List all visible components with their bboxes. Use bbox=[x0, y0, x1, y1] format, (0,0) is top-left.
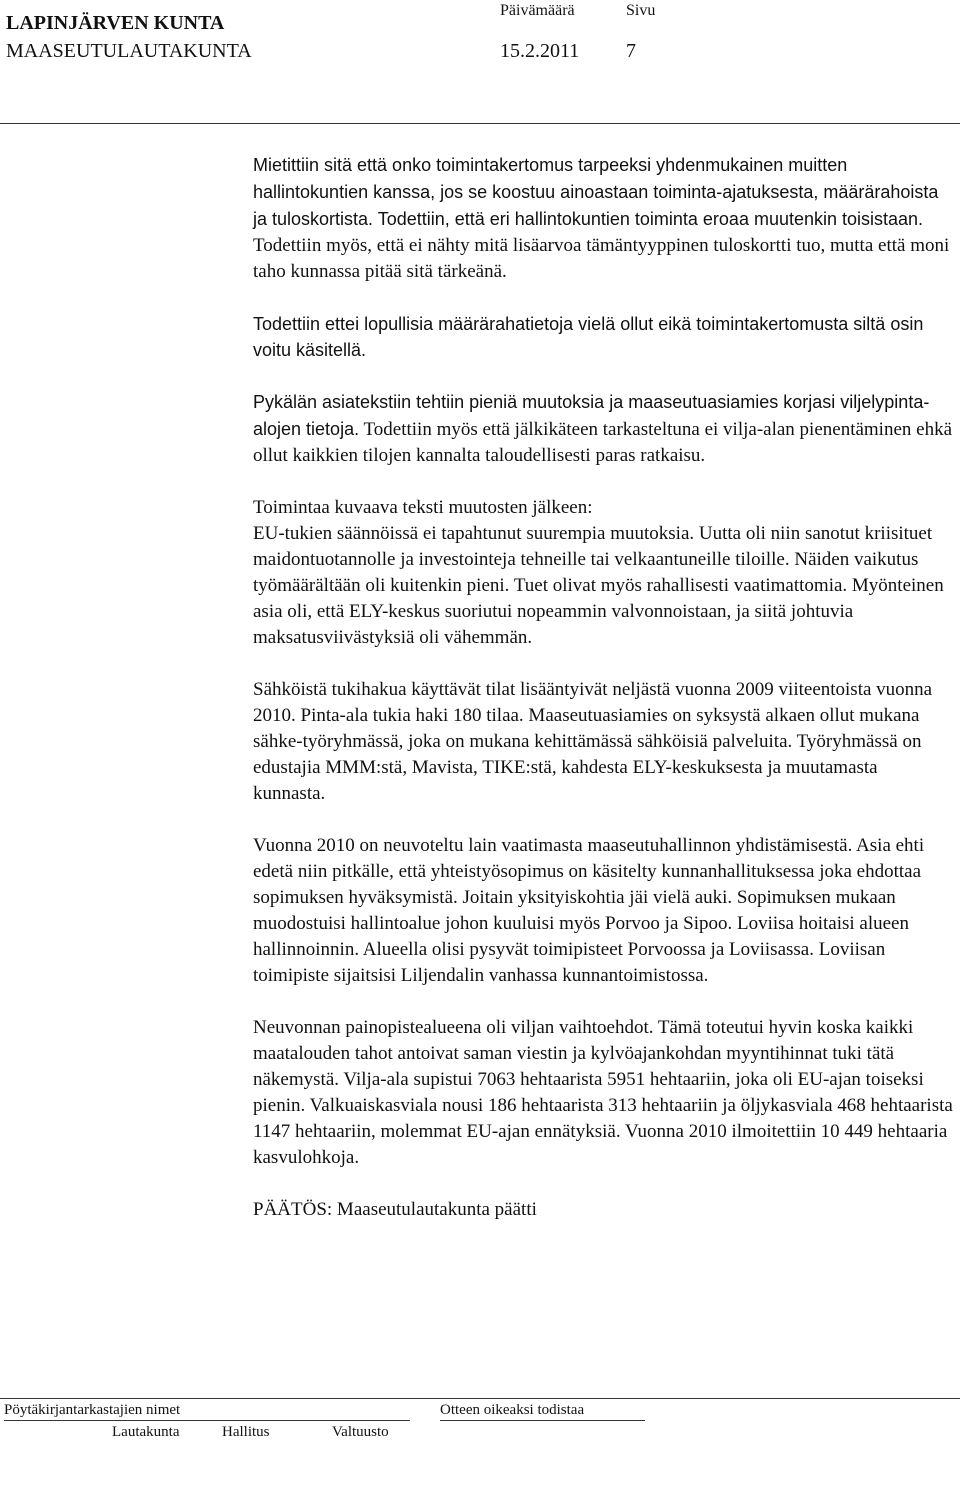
footer-divider bbox=[0, 1398, 960, 1399]
paragraph-1-part-b: Todettiin myös, että ei nähty mitä lisäarvoa tämäntyyppinen tuloskortti tuo, mutta että moni taho kunnassa pitää sitä tärkeänä. bbox=[253, 235, 950, 282]
decision-line: PÄÄTÖS: Maaseutulautakunta päätti bbox=[253, 1199, 537, 1220]
paragraph-7: Neuvonnan painopistealueena oli viljan vaihtoehdot. Tämä toteutui hyvin koska kaikki maatalouden tahot antoivat saman viestin ja kylvöajankohdan myyntihinnat tuki tätä näkemystä. Vilja-ala supistui 7063 hehtaarista 5951 hehtaariin, joka oli EU-ajan toiseksi pienin. Valkuaiskasviala nousi 186 hehtaarista 313 hehtaariin ja öljykasviala 468 hehtaarista 1147 hehtaariin, molemmat EU-ajan ennätyksiä. Vuonna 2010 ilmoitettiin 10 449 hehtaaria kasvulohkoja. bbox=[253, 1017, 953, 1168]
paragraph-5: Sähköistä tukihakua käyttävät tilat lisääntyivät neljästä vuonna 2009 viiteentoista vuonna 2010. Pinta-ala tukia haki 180 tilaa. Maaseutuasiamies on syksystä alkaen ollut mukana sähke-työryhmässä, joka on mukana kehittämässä sähköisiä palveluita. Työryhmässä on edustajia MMM:stä, Mavista, TIKE:stä, kahdesta ELY-keskuksesta ja muutamasta kunnasta. bbox=[253, 679, 933, 804]
organization-name: LAPINJÄRVEN KUNTA bbox=[6, 12, 225, 34]
department-name: MAASEUTULAUTAKUNTA bbox=[6, 40, 252, 62]
header-divider bbox=[0, 123, 960, 124]
date-value: 15.2.2011 bbox=[500, 40, 580, 62]
paragraph-3-part-b: Todettiin myös että jälkikäteen tarkasteltuna ei vilja-alan pienentäminen ehkä ollut kaikkien tilojen kannalta taloudellisesti paras ratkaisu. bbox=[253, 419, 953, 466]
page-label: Sivu bbox=[626, 2, 656, 19]
paragraph-6: Vuonna 2010 on neuvoteltu lain vaatimasta maaseutuhallinnon yhdistämisestä. Asia ehti edetä niin pitkälle, että yhteistyösopimus on käsitelty kunnanhallituksessa joka ehdottaa sopimuksen hyväksymistä. Joitain yksityiskohtia jäi vielä auki. Sopimuksen mukaan muodostuisi hallintoalue johon kuuluisi myös Porvoo ja Sipoo. Loviisa hoitaisi alueen hallinnoinnin. Alueella olisi pysyvät toimipisteet Porvoossa ja Loviisassa. Loviisan toimipiste sijaitsisi Liljendalin vanhassa kunnantoimistossa. bbox=[253, 835, 925, 986]
paragraph-1-part-a: Mietittiin sitä että onko toimintakertomus tarpeeksi yhdenmukainen muitten hallintokuntien kanssa, jos se koostuu ainoastaan toiminta-ajatuksesta, määrärahoista ja tuloskortista. Todettiin, että eri hallintokuntien toiminta eroaa muutenkin toisistaan. bbox=[253, 155, 939, 229]
document-body bbox=[253, 152, 953, 1249]
reviewers-label: Pöytäkirjantarkastajien nimet bbox=[4, 1402, 181, 1418]
certified-copy-underline bbox=[440, 1420, 645, 1421]
certified-copy-label: Otteen oikeaksi todistaa bbox=[440, 1402, 585, 1418]
paragraph-3-part-a: Pykälän asiatekstiin tehtiin pieniä muutoksia ja maaseutuasiamies korjasi viljelypinta-alojen tietoja. bbox=[253, 392, 930, 439]
paragraph-4: EU-tukien säännöissä ei tapahtunut suurempia muutoksia. Uutta oli niin sanotut kriisituet maidontuotannolle ja investointeja tehneille tai velkaantuneille tiloille. Näiden vaikutus työmäärältään oli kuitenkin pieni. Tuet olivat myös rahallisesti vaatimattomia. Myönteinen asia oli, että ELY-keskus suoriutui nopeammin valvonnoistaan, ja siitä johtuvia maksatusviivästyksiä oli vähemmän. bbox=[253, 523, 944, 648]
footer-body-government: Hallitus bbox=[222, 1424, 270, 1440]
date-label: Päivämäärä bbox=[500, 2, 575, 19]
footer-body-council: Valtuusto bbox=[332, 1424, 389, 1440]
paragraph-1 bbox=[253, 152, 953, 285]
reviewers-underline bbox=[4, 1420, 410, 1421]
paragraph-2: Todettiin ettei lopullisia määrärahatietoja vielä ollut eikä toimintakertomusta siltä osin voitu käsitellä. bbox=[253, 314, 924, 360]
page-number: 7 bbox=[626, 40, 636, 62]
footer-body-board: Lautakunta bbox=[112, 1424, 180, 1440]
paragraph-4-title: Toimintaa kuvaava teksti muutosten jälkeen: bbox=[253, 497, 593, 518]
paragraph-3 bbox=[253, 389, 953, 469]
